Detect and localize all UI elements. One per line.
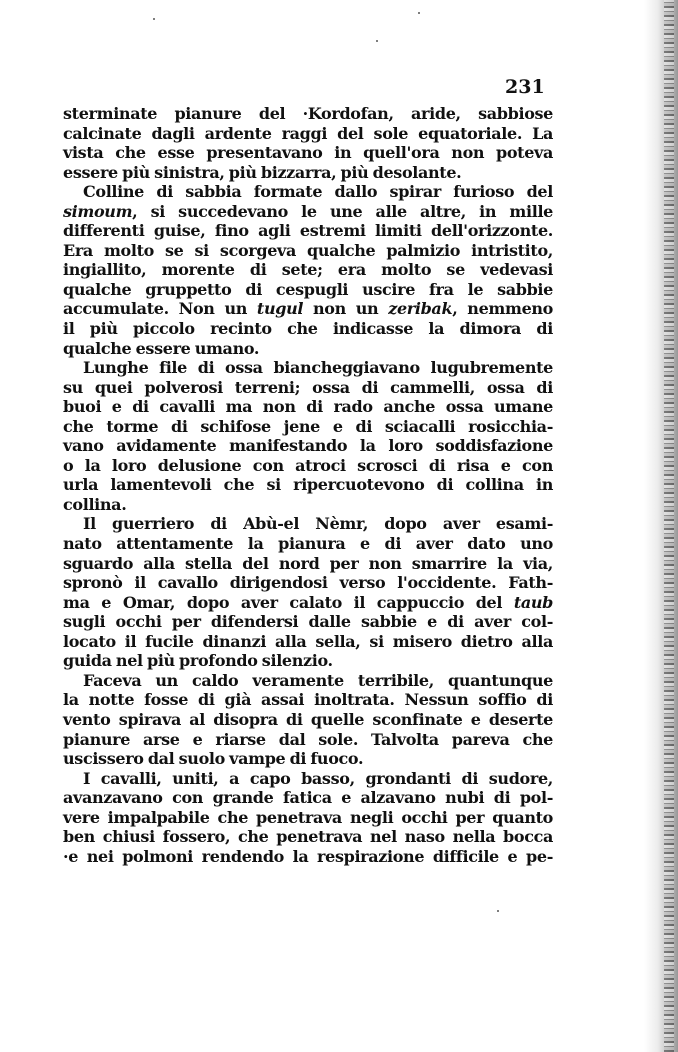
text-line: sguardo alla stella del nord per non smarrire la via, (63, 553, 553, 573)
text-line: che torme di schifose jene e di sciacalli rosicchia- (63, 416, 553, 436)
text-line: qualche gruppetto di cespugli uscire fra le sabbie (63, 279, 553, 299)
text-line: avanzavano con grande fatica e alzavano nubi di pol- (63, 788, 553, 808)
text-line: sugli occhi per difendersi dalle sabbie e di aver col- (63, 612, 553, 632)
scan-speck (497, 910, 499, 912)
text-line: Il guerriero di Abù-el Nèmr, dopo aver esami- (83, 514, 553, 534)
text-line: uscissero dal suolo vampe di fuoco. (63, 749, 364, 769)
text-line: su quei polverosi terreni; ossa di cammelli, ossa di (63, 377, 553, 397)
text-line: ·e nei polmoni rendendo la respirazione difficile e pe- (63, 846, 553, 866)
text-line: vento spirava al disopra di quelle sconfinate e deserte (63, 709, 553, 729)
text-line: I cavalli, uniti, a capo basso, grondanti di sudore, (83, 768, 553, 788)
text-line: spronò il cavallo dirigendosi verso l'occidente. Fath- (63, 573, 553, 593)
text-line: o la loro delusione con atroci scrosci di risa e con (63, 455, 553, 475)
text-line: ma e Omar, dopo aver calato il cappuccio del taub (63, 592, 553, 612)
text-line: differenti guise, fino agli estremi limiti dell'orizzonte. (63, 221, 553, 241)
body-text (63, 104, 553, 866)
text-line: Era molto se si scorgeva qualche palmizio intristito, (63, 240, 553, 260)
text-line: simoum, si succedevano le une alle altre, in mille (63, 201, 553, 221)
text-line: Lunghe file di ossa biancheggiavano lugubremente (83, 358, 553, 378)
text-line: accumulate. Non un tugul non un zeribak, nemmeno (63, 299, 554, 319)
scan-edge-noise (664, 0, 674, 1052)
page-number: 231 (505, 76, 545, 98)
text-line: guida nel più profondo silenzio. (63, 651, 333, 671)
text-line: buoi e di cavalli ma non di rado anche ossa umane (63, 397, 553, 417)
text-line: sterminate pianure del ·Kordofan, aride, sabbiose (63, 104, 553, 123)
text-line: qualche essere umano. (63, 338, 260, 358)
text-line: vano avidamente manifestando la loro soddisfazione (63, 436, 553, 456)
text-line: essere più sinistra, più bizzarra, più desolante. (63, 162, 462, 182)
text-line: collina. (63, 494, 127, 514)
text-line: Colline di sabbia formate dallo spirar furioso del (83, 182, 553, 202)
text-line: ingiallito, morente di sete; era molto se vedevasi (63, 260, 553, 280)
text-line: ben chiusi fossero, che penetrava nel naso nella bocca (63, 827, 553, 847)
scan-speck (153, 18, 155, 20)
scan-speck (376, 40, 378, 42)
text-line: il più piccolo recinto che indicasse la dimora di (63, 319, 553, 339)
text-line: nato attentamente la pianura e di aver dato uno (63, 534, 553, 554)
text-line: vista che esse presentavano in quell'ora non poteva (63, 143, 553, 163)
text-line: pianure arse e riarse dal sole. Talvolta pareva che (63, 729, 553, 749)
text-line: calcinate dagli ardente raggi del sole equatoriale. La (63, 123, 553, 143)
text-line: Faceva un caldo veramente terribile, quantunque (83, 670, 553, 690)
text-line: la notte fosse di già assai inoltrata. Nessun soffio di (63, 690, 553, 710)
text-line: vere impalpabile che penetrava negli occhi per quanto (63, 807, 553, 827)
text-line: urla lamentevoli che si ripercuotevono di collina in (63, 475, 553, 495)
text-line: locato il fucile dinanzi alla sella, si misero dietro alla (63, 631, 553, 651)
scan-speck (418, 12, 420, 14)
